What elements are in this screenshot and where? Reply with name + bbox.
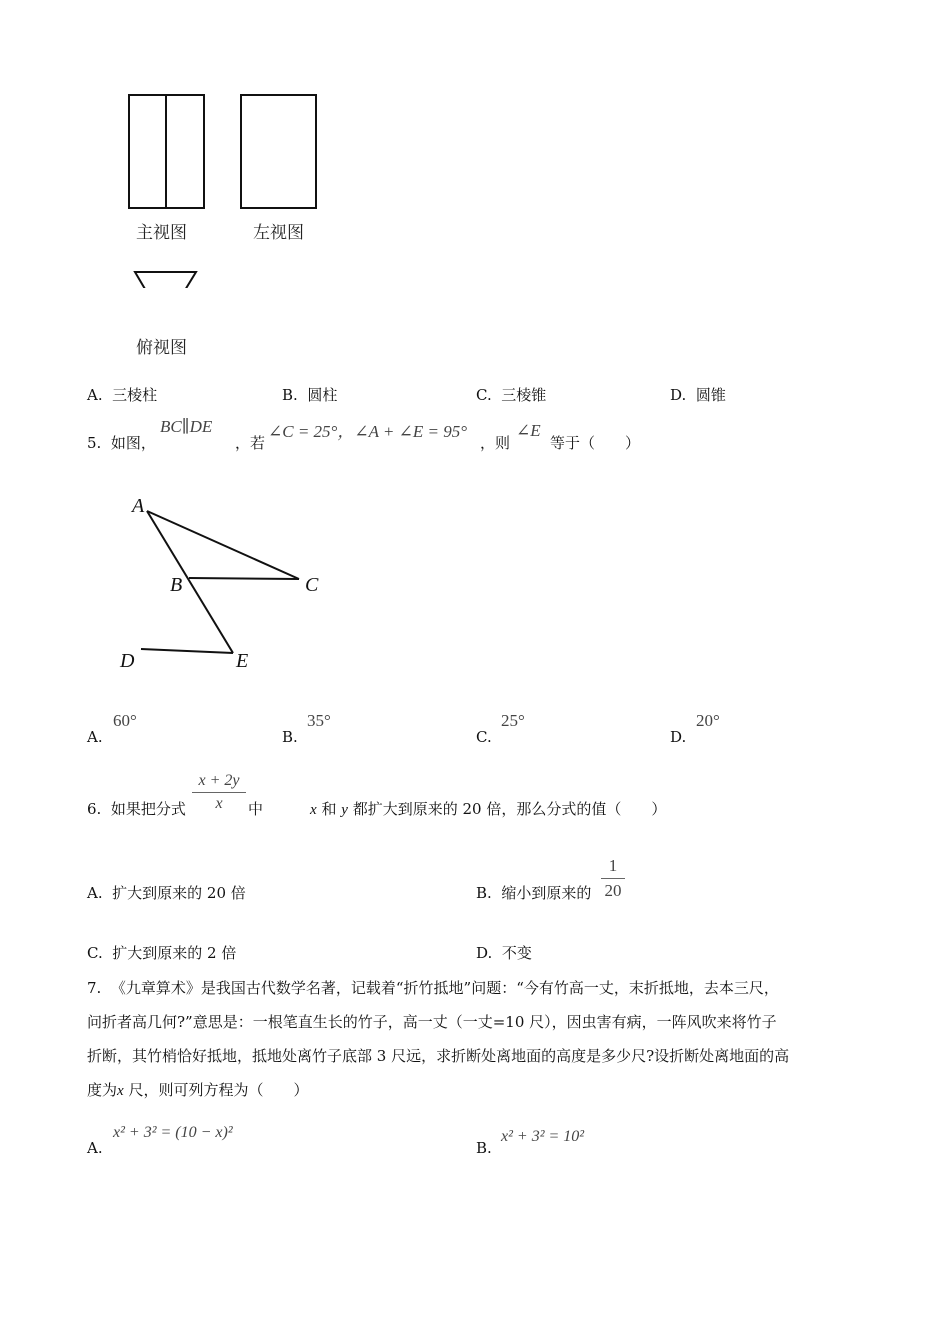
q5-ask: 等于（ ） [550,434,641,452]
top-view-triangle [135,272,196,288]
q6-fraction [192,772,246,813]
q5-option-b-letter: B. [282,728,298,746]
segment-de [141,649,233,653]
q7-line-1: 7. 《九章算术》是我国古代数学名著，记载着“折竹抵地”问题：“今有竹高一丈，末折抵地，去本三尺， [87,979,779,997]
q5-target-angle: ∠E [516,421,541,440]
q5-number-intro: 5. 如图， [87,434,156,452]
q6-fraction-numerator: x + 2y [192,772,246,793]
q6-mid: 中 [248,800,264,818]
segment-ac [147,511,299,579]
q7-paragraph [87,974,867,1106]
top-view-label: 俯视图 [136,338,187,358]
q5-label-b: B [170,574,183,596]
q6-number-intro: 6. 如果把分式 [87,800,186,818]
q5-option-d-letter: D. [670,728,687,746]
q7-line-4: 度为x 尺，则可列方程为（ ） [87,1081,309,1099]
q7-option-a-letter: A. [87,1139,103,1157]
q4-option-d: D. 圆锥 [670,386,726,404]
q6-option-b-denominator: 20 [604,881,622,900]
q6-fraction-denominator: x [215,795,223,812]
q5-option-a-letter: A. [87,728,103,746]
q5-option-c-value: 25° [501,711,525,730]
q5-option-d-value: 20° [696,711,720,730]
q5-label-c: C [305,574,319,596]
q5-label-e: E [236,650,249,672]
q5-separator-2: ，则 [480,434,511,452]
three-view-figure [120,88,340,288]
q6-option-c: C. 扩大到原来的 2 倍 [87,944,237,962]
left-view-label: 左视图 [253,223,304,243]
segment-bc [189,578,299,579]
q5-option-a-value: 60° [113,711,137,730]
left-view-rect [241,95,316,208]
q4-option-a: A. 三棱柱 [87,386,158,404]
q5-condition-angles: ∠C = 25°，∠A + ∠E = 95° [268,422,468,441]
q4-option-c: C. 三棱锥 [476,386,547,404]
q7-option-b-letter: B. [476,1139,492,1157]
q4-option-b: B. 圆柱 [282,386,338,404]
q6-option-b: B. 缩小到原来的 [476,884,592,902]
q7-line-2: 问折者高几何?”意思是：一根笔直生长的竹子，高一丈（一丈=10 尺），因虫害有病，一阵风吹来将竹子 [87,1013,777,1031]
q5-label-a: A [132,495,145,517]
front-view-label: 主视图 [136,223,187,243]
q5-condition-parallel: BC∥DE [160,417,213,436]
q6-variables: x 和 y 都扩大到原来的 20 倍，那么分式的值（ ） [310,800,667,818]
q7-line-3: 折断，其竹梢恰好抵地，抵地处离竹子底部 3 尺远，求折断处离地面的高度是多少尺?设折断处离地面的高 [87,1047,790,1065]
q6-option-b-numerator: 1 [601,856,625,879]
q6-option-a: A. 扩大到原来的 20 倍 [87,884,246,902]
q7-option-b-expr: x² + 3² = 10² [501,1128,585,1145]
q5-separator-1: ，若 [235,434,266,452]
q6-option-b-fraction [601,856,625,901]
q7-option-a-expr: x² + 3² = (10 − x)² [113,1124,233,1141]
q6-option-d: D. 不变 [476,944,532,962]
segment-ae [147,511,233,653]
q5-label-d: D [120,650,135,672]
q5-option-c-letter: C. [476,728,492,746]
q5-option-b-value: 35° [307,711,331,730]
